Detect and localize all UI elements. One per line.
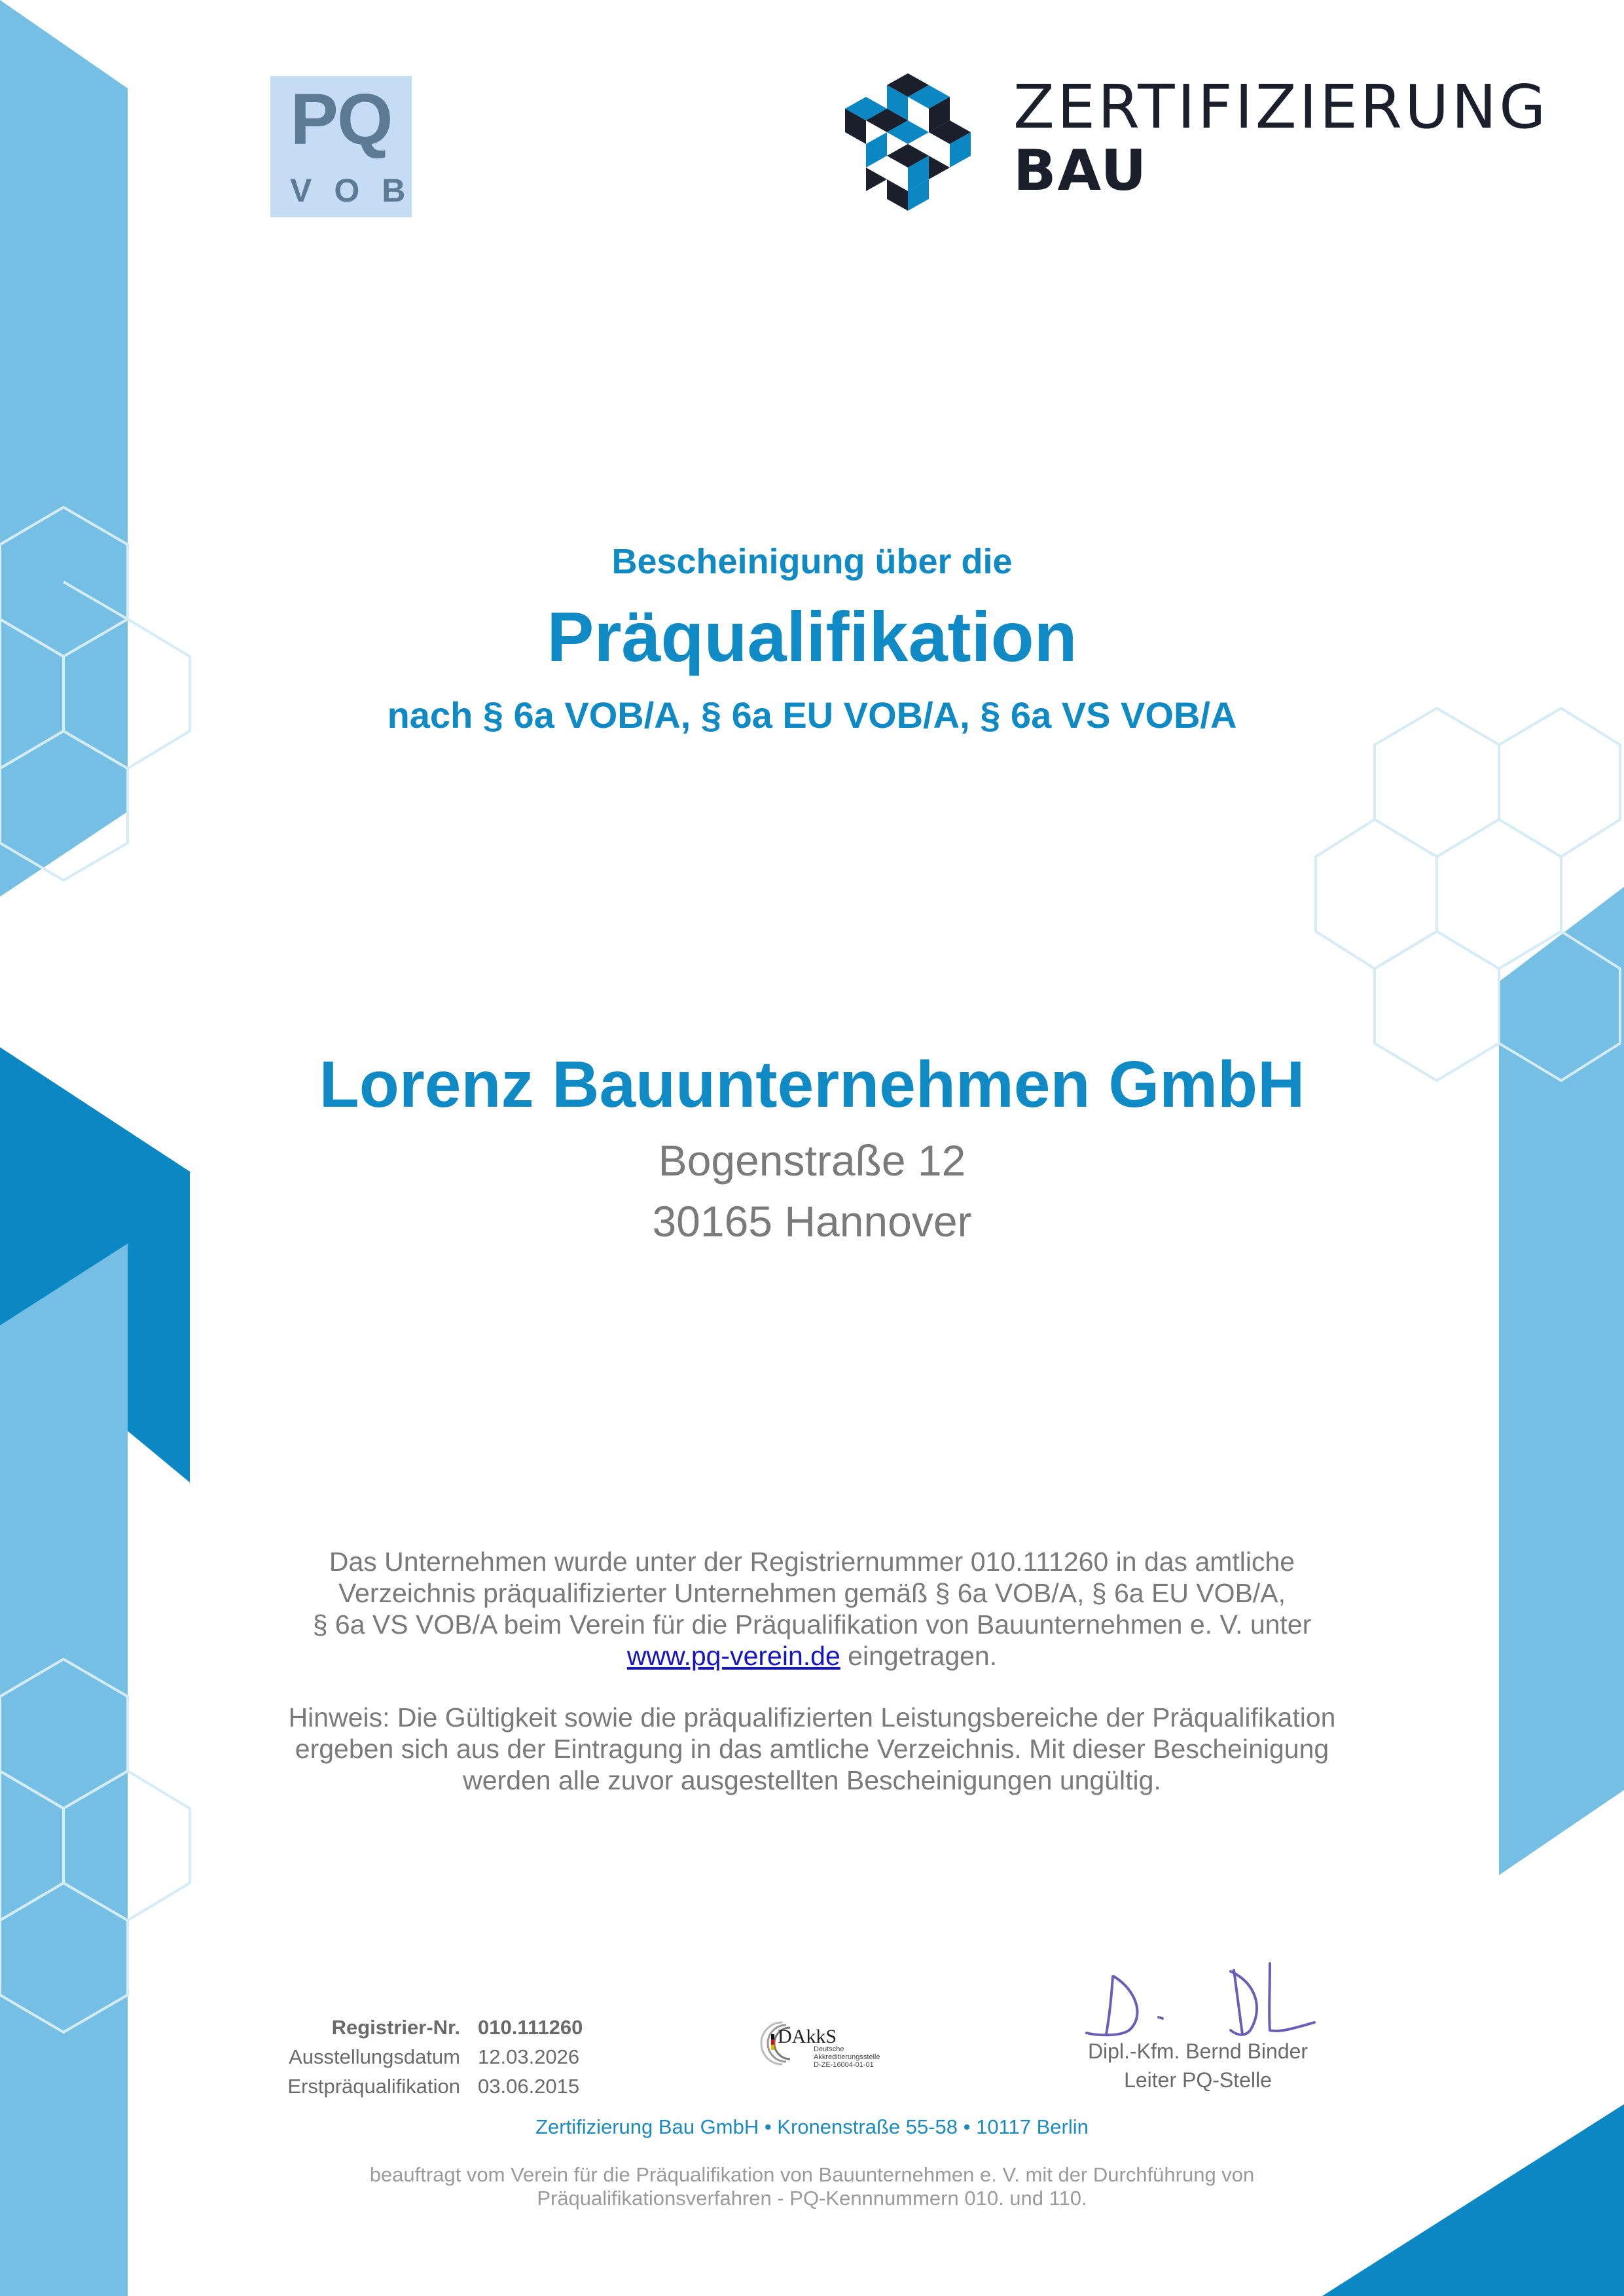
zertifizierung-bau-cube-icon [841,73,975,211]
paragraph-line: ergeben sich aus der Eintragung in das amtliche Verzeichnis. Mit dieser Bescheinigung [295,1734,1329,1764]
signatory-name: Dipl.-Kfm. Bernd Binder [1087,2039,1308,2063]
zertifizierung-logo-line1: ZERTIFIZIERUNG [1013,72,1549,142]
registration-paragraph [0,1546,1624,1672]
paragraph-line: Das Unternehmen wurde unter der Registriernummer 010.111260 in das amtliche [329,1547,1295,1577]
signature-image [1074,1957,1335,2049]
heading-title: Präqualifikation [547,597,1077,676]
footer-note-line: Präqualifikationsverfahren - PQ-Kennnummern 010. und 110. [537,2187,1087,2210]
left-top-band [0,0,128,897]
info-value: 03.06.2015 [478,2075,580,2098]
company-name: Lorenz Bauunternehmen GmbH [319,1048,1305,1121]
pq-logo-top: PQ [290,79,392,160]
paragraph-line-end: eingetragen. [840,1641,998,1671]
dakks-subtitle: Deutsche [814,2045,844,2053]
signatory-role: Leiter PQ-Stelle [1124,2068,1272,2092]
dakks-subtitle-2: Akkreditierungsstelle [814,2053,880,2061]
paragraph-line: Verzeichnis präqualifizierter Unternehmen gemäß § 6a VOB/A, § 6a EU VOB/A, [338,1578,1286,1608]
footer-note-line: beauftragt vom Verein für die Präqualifikation von Bauunternehmen e. V. mit der Durchführung von [369,2163,1255,2186]
info-value: 12.03.2026 [478,2045,580,2068]
pq-logo-bottom: VOB [290,172,428,209]
paragraph-line: Hinweis: Die Gültigkeit sowie die präqualifizierten Leistungsbereiche der Präqualifikation [288,1702,1336,1732]
heading-intro: Bescheinigung über die [611,542,1013,581]
info-label: Ausstellungsdatum [289,2045,460,2068]
dakks-id: D-ZE-16004-01-01 [814,2061,874,2069]
pq-vob-logo [270,76,428,217]
footer-address: Zertifizierung Bau GmbH • Kronenstraße 55-58 • 10117 Berlin [535,2115,1089,2138]
info-row-registration [262,2013,635,2042]
heading-subtitle: nach § 6a VOB/A, § 6a EU VOB/A, § 6a VS VOB/A [387,694,1237,736]
footer-note [0,2163,1624,2210]
zertifizierung-logo-line2: BAU [1013,138,1148,204]
paragraph-line: § 6a VS VOB/A beim Verein für die Präqualifikation von Bauunternehmen e. V. unter [312,1609,1312,1640]
notice-paragraph [0,1702,1624,1796]
paragraph-line: werden alle zuvor ausgestellten Bescheinigungen ungültig. [463,1765,1161,1795]
paragraph-line-last [0,1640,1624,1672]
cube-grid [845,73,971,211]
info-row-issue-date [262,2042,635,2072]
info-value: 010.111260 [478,2016,583,2039]
certificate-info-table [262,2013,635,2101]
pq-verein-link[interactable]: www.pq-verein.de [626,1641,840,1671]
dakks-name: DAkkS [778,2026,837,2047]
company-street: Bogenstraße 12 [658,1136,966,1185]
info-label: Registrier-Nr. [331,2016,460,2039]
info-row-first-qualification [262,2072,635,2101]
info-label: Erstpräqualifikation [287,2075,460,2098]
company-city: 30165 Hannover [652,1197,972,1246]
